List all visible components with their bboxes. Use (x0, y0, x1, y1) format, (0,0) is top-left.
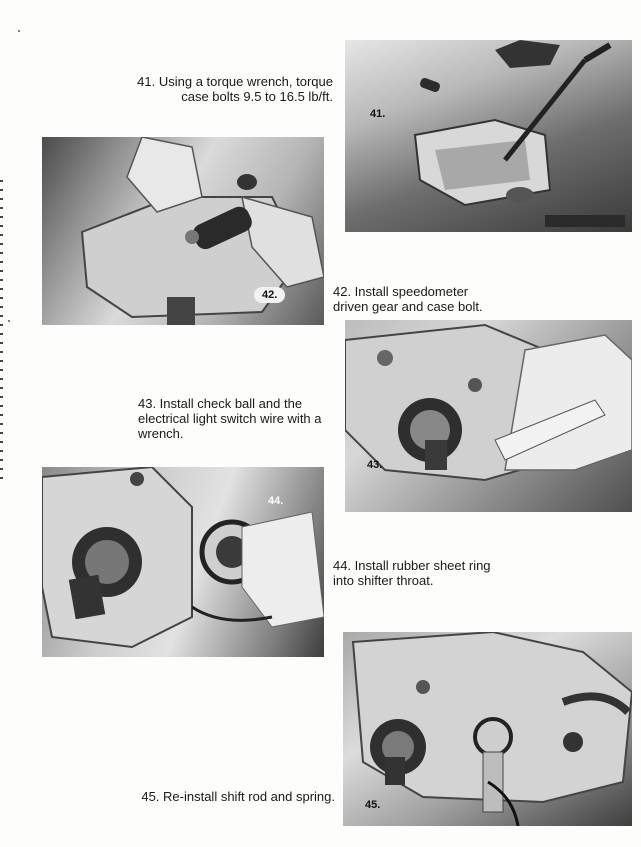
photo-step-45 (343, 632, 632, 826)
caption-step-43: 43. Install check ball and the electrical light switch wire with a wrench. (138, 396, 322, 441)
caption-step-45: 45. Re-install shift rod and spring. (141, 789, 335, 804)
step-number-badge: 44. (268, 495, 284, 507)
step-number-badge: 45. (365, 799, 381, 811)
caption-step-42: 42. Install speedometer driven gear and case bolt. (333, 284, 483, 314)
step-number-badge: 43. (367, 459, 383, 471)
caption-step-41: 41. Using a torque wrench, torque case bolts 9.5 to 16.5 lb/ft. (137, 74, 333, 104)
photo-step-43 (345, 320, 632, 512)
photo-step-41 (345, 40, 632, 232)
scan-speck (8, 320, 10, 322)
scan-speck (18, 30, 20, 32)
photo-step-44 (42, 467, 324, 657)
caption-step-44: 44. Install rubber sheet ring into shifter throat. (333, 558, 491, 588)
step-number-badge: 42. (254, 287, 285, 303)
photo-step-42 (42, 137, 324, 325)
scan-edge-mark (0, 180, 3, 480)
photo-45-illustration (343, 632, 632, 826)
step-number-badge: 41. (370, 108, 386, 120)
photo-43-illustration (345, 320, 632, 512)
photo-41-illustration (345, 40, 632, 232)
